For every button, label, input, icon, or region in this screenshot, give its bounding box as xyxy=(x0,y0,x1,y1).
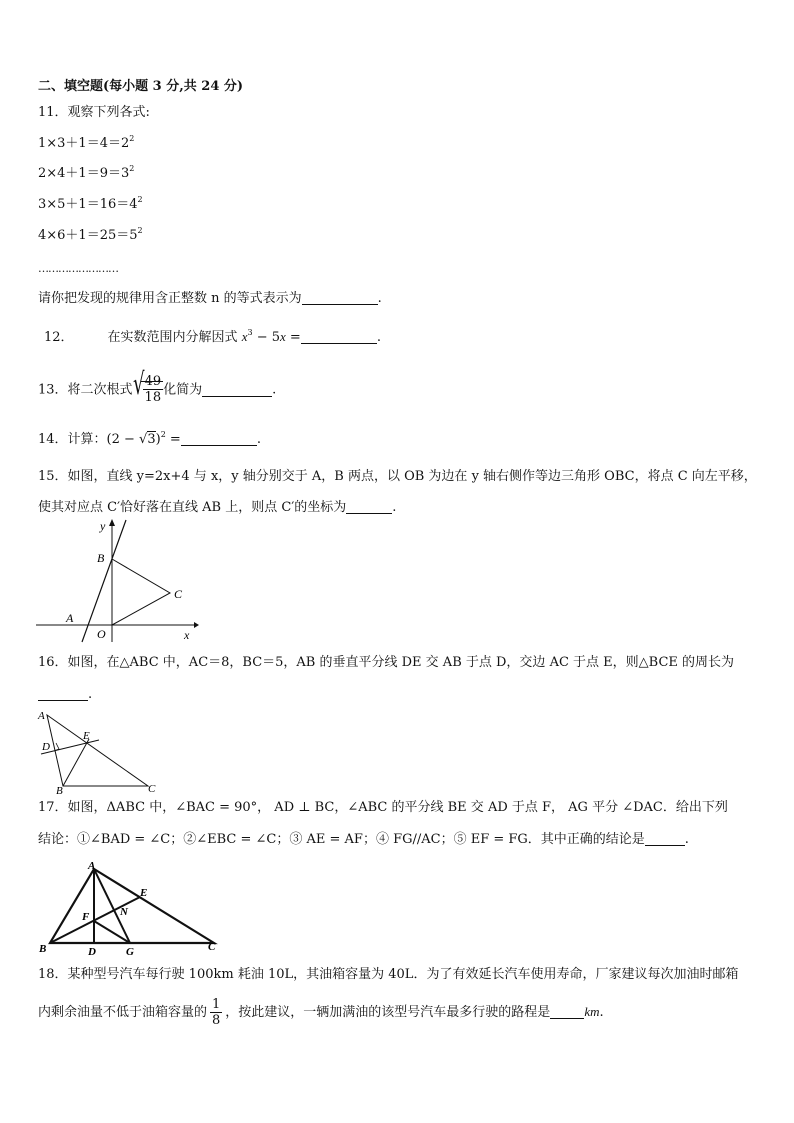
x-axis-arrow xyxy=(194,622,199,628)
q11-label: 11．观察下列各式: xyxy=(38,105,150,120)
q16-figure xyxy=(36,706,160,796)
q17-figure xyxy=(36,857,222,957)
label-x: x xyxy=(184,628,190,642)
answer-blank-q18[interactable] xyxy=(550,1004,584,1019)
label-n: N xyxy=(120,906,128,918)
q18-line-1: 18．某种型号汽车每行驶 100km 耗油 10L，其油箱容量为 40L．为了有效延长汽车使用寿命，厂家建议每次加油时邮箱 xyxy=(38,967,739,982)
label-e: E xyxy=(83,730,90,742)
label-e: E xyxy=(140,887,148,899)
label-g: G xyxy=(126,946,134,957)
q12: 12． 在实数范围内分解因式 $x^3 - 5x$ = . xyxy=(44,328,381,345)
q16-line-1: 16．如图，在△ABC 中，AC＝8，BC＝5，AB 的垂直平分线 DE 交 AB 于点 D，交边 AC 于点 E，则△BCE 的周长为 xyxy=(38,655,735,670)
triangle-abc xyxy=(47,715,148,786)
label-c: C xyxy=(208,941,216,953)
label-c: C xyxy=(148,783,156,795)
label-f: F xyxy=(82,911,90,923)
label-a: A xyxy=(88,860,96,872)
section-title: 二、填空题(每小题 3 分,共 24 分) xyxy=(38,79,244,94)
q11-line-1: $1\times 3+1=4=2^2$ xyxy=(38,134,135,151)
answer-blank-q16[interactable] xyxy=(38,686,88,701)
q14: 14．计算：$(2 - √3)^2$ = . xyxy=(38,430,261,447)
label-a: A xyxy=(38,710,45,722)
label-a: A xyxy=(66,611,74,625)
q11-line-3: $3\times 5+1=16=4^2$ xyxy=(38,195,143,212)
q16-line-2: . xyxy=(38,686,92,704)
answer-blank-q17[interactable] xyxy=(645,831,685,846)
answer-blank-q13[interactable] xyxy=(202,382,272,397)
label-b: B xyxy=(39,943,47,955)
line-ab xyxy=(82,520,126,642)
y-axis-arrow xyxy=(109,519,115,526)
label-c: C xyxy=(174,587,183,601)
label-d: D xyxy=(88,946,96,957)
q13: 13．将二次根式 √ $\frac{49}{18}$ 化简为 . xyxy=(38,370,276,411)
label-b: B xyxy=(56,785,63,796)
q17-line-2: 结论：①∠BAD = ∠C；②∠EBC = ∠C；③ AE = AF；④ FG//AC；⑤ EF = FG．其中正确的结论是 . xyxy=(38,832,689,847)
q18-line-2: 内剩余油量不低于油箱容量的 $\frac{1}{8}$ ，按此建议，一辆加满油的该型号汽车最多行驶的路程是 km. xyxy=(38,997,604,1028)
q15-figure xyxy=(36,516,200,644)
answer-blank-q15[interactable] xyxy=(346,499,392,514)
q17-line-1: 17．如图，ΔABC 中，∠BAC = 90°， AD ⊥ BC，∠ABC 的平分线 BE 交 AD 于点 F， AG 平分 ∠DAC．给出下列 xyxy=(38,800,728,815)
q15-line-1: 15．如图，直线 y=2x+4 与 x，y 轴分别交于 A，B 两点，以 OB 为边在 y 轴右侧作等边三角形 OBC，将点 C 向左平移， xyxy=(38,469,757,484)
label-b: B xyxy=(97,551,105,565)
q11-line-2: $2\times 4+1=9=3^2$ xyxy=(38,164,135,181)
answer-blank-q11[interactable] xyxy=(302,290,378,305)
label-o: O xyxy=(97,627,106,641)
label-y: y xyxy=(100,519,106,533)
q11-line-4: $4\times 6+1=25=5^2$ xyxy=(38,226,143,243)
triangle-obc xyxy=(112,559,170,625)
q11-dots: …………………… xyxy=(38,262,118,275)
q15-line-2: 使其对应点 C′恰好落在直线 AB 上，则点 C′的坐标为 . xyxy=(38,500,397,515)
triangle-abc xyxy=(50,869,214,943)
sqrt-fraction: √ $\frac{49}{18}$ xyxy=(132,367,162,405)
label-d: D xyxy=(42,741,50,753)
answer-blank-q14[interactable] xyxy=(181,431,257,446)
q11-prompt: 请你把发现的规律用含正整数 n 的等式表示为 . xyxy=(38,291,382,306)
answer-blank-q12[interactable] xyxy=(301,329,377,344)
